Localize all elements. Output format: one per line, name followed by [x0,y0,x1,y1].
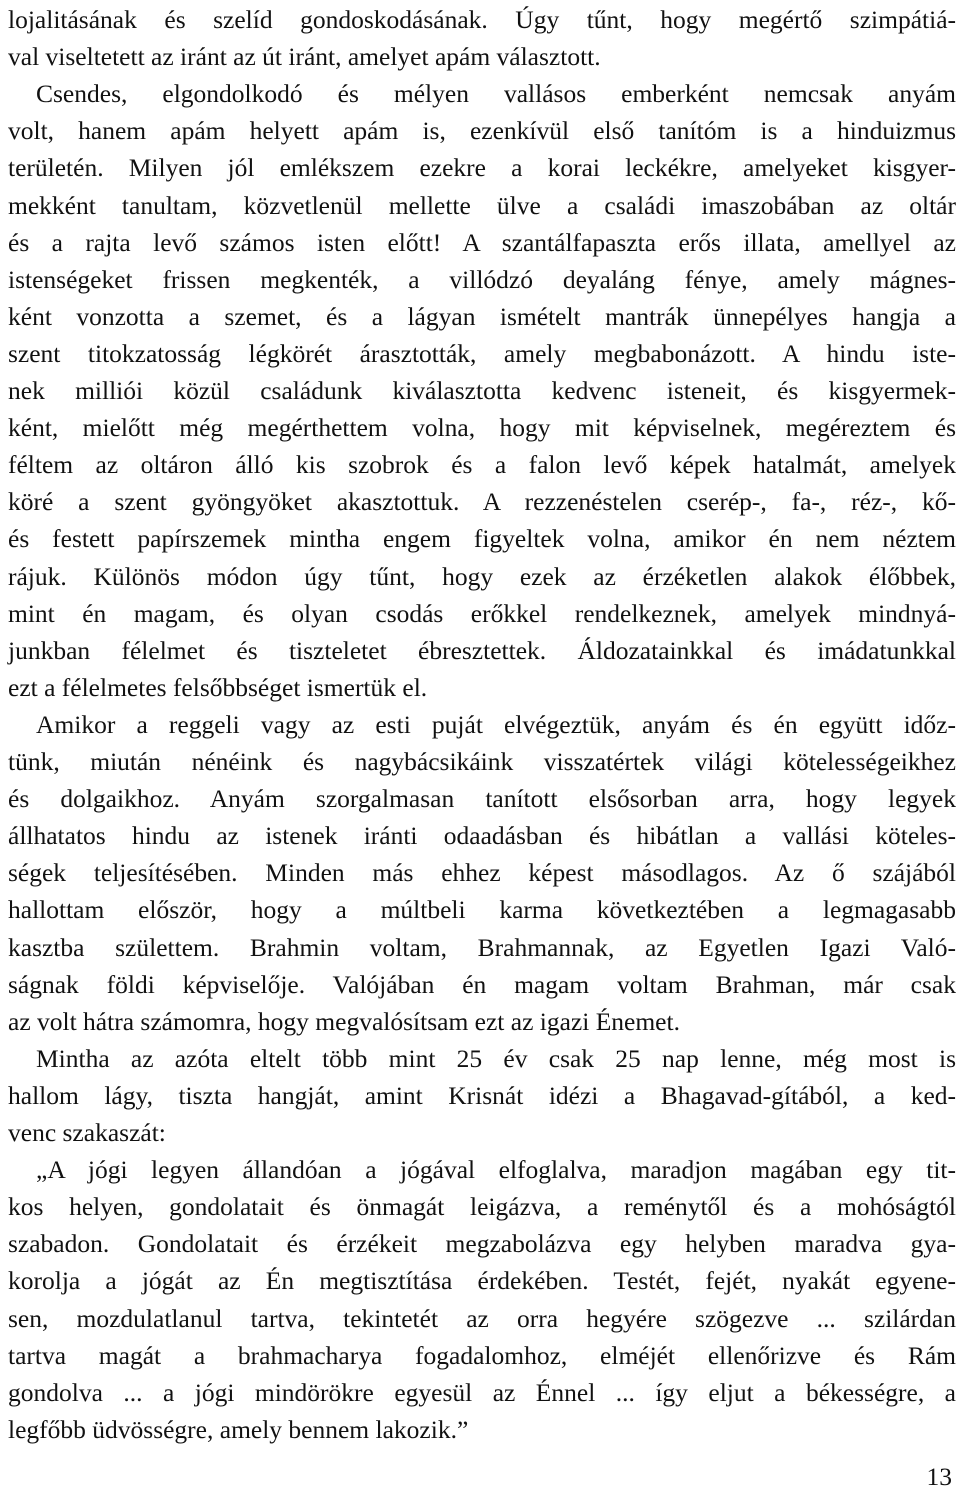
text-line: és dolgaikhoz. Anyám szorgalmasan tanított elsősorban arra, hogy legyek [8,784,956,814]
text-line: ságnak földi képviselője. Valójában én magam voltam Brahman, már csak [8,969,956,999]
text-line: hallom lágy, tiszta hangját, amint Krisnát idézi a Bhagavad-gítából, a ked- [8,1080,956,1110]
text-line: tünk, miután nénéink és nagybácsikáink visszatértek világi kötelességeikhez [8,747,956,776]
text-line: sen, mozdulatlanul tartva, tekintetét az orra hegyére szögezve ... szilárdan [8,1303,956,1333]
text-line: területén. Milyen jól emlékszem ezekre a korai leckékre, amelyeket kisgyer- [8,153,956,183]
text-line: kasztba születtem. Brahmin voltam, Brahmannak, az Egyetlen Igazi Való- [8,932,956,962]
text-line: állhatatos hindu az istenek iránti odaadásban és hibátlan a vallási köteles- [8,821,956,851]
text-line: junkban félelmet és tiszteletet ébresztettek. Áldozatainkkal és imádatunkkal [8,635,956,665]
text-line: köré a szent gyöngyöket akasztottuk. A rezzenéstelen cserép-, fa-, réz-, kő- [8,487,956,517]
text-line: lojalitásának és szelíd gondoskodásának. Úgy tűnt, hogy megértő szimpátiá- [8,5,956,34]
text-line: mint én magam, és olyan csodás erőkkel rendelkeznek, amelyek mindnyá- [8,598,956,628]
text-line: korolja a jógát az Én megtisztítása érdekében. Testét, fejét, nyakát egyene- [8,1266,956,1296]
text-line: rájuk. Különös módon úgy tűnt, hogy ezek az érzéketlen alakok élőbbek, [8,561,956,591]
text-line: mekként tanultam, közvetlenül mellette ülve a családi imaszobában az oltár [8,190,956,220]
text-line: val viseltetett az iránt az út iránt, amelyet apám választott. [8,42,601,72]
text-line: és festett papírszemek mintha engem figyeltek volna, amikor én nem néztem [8,524,956,554]
text-line: Csendes, elgondolkodó és mélyen vallásos emberként nemcsak anyám [36,79,956,109]
text-line: ként vonzotta a szemet, és a lágyan ismételt mantrák ünnepélyes hangja a [8,301,956,331]
text-line: legfőbb üdvösségre, amely bennem lakozik.” [8,1414,469,1444]
text-line: volt, hanem apám helyett apám is, ezenkívül első tanítóm is a hinduizmus [8,116,956,146]
text-line: ezt a félelmetes felsőbbséget ismertük el. [8,672,428,702]
text-line: és a rajta levő számos isten előtt! A szantálfapaszta erős illata, amellyel az [8,227,956,257]
text-line: tartva magát a brahmacharya fogadalomhoz, elméjét ellenőrizve és Rám [8,1340,956,1370]
text-line: Mintha az azóta eltelt több mint 25 év csak 25 nap lenne, még most is [36,1043,956,1073]
page-number: 13 [926,1462,952,1491]
text-line: szent titokzatosság légkörét árasztották, amely megbabonázott. A hindu iste- [8,338,956,368]
text-line: az volt hátra számomra, hogy megvalósítsam ezt az igazi Énemet. [8,1006,680,1036]
text-line: gondolva ... a jógi mindörökre egyesül az Énnel ... így eljut a békességre, a [8,1377,956,1407]
text-line: Amikor a reggeli vagy az esti puját elvégeztük, anyám és én együtt időz- [36,709,956,739]
text-line: kos helyen, gondolatait és önmagát leigázva, a reménytől és a mohóságtól [8,1192,956,1222]
text-line: nek milliói közül családunk kiválasztotta kedvenc isteneit, és kisgyermek- [8,376,956,405]
text-line: istenségeket frissen megkenték, a villódzó deyaláng fénye, amely mágnes- [8,264,956,294]
text-line: venc szakaszát: [8,1118,166,1147]
text-line: hallottam először, hogy a múltbeli karma következtében a legmagasabb [8,895,956,925]
text-line: ként, mielőtt még megérthettem volna, hogy mit képviselnek, megéreztem és [8,413,956,443]
text-line: szabadon. Gondolatait és érzékeit megzabolázva egy helyben maradva gya- [8,1229,956,1259]
text-line: „A jógi legyen állandóan a jógával elfoglalva, maradjon magában egy tit- [36,1155,956,1185]
text-line: ségek teljesítésében. Minden más ehhez képest másodlagos. Az ő szájából [8,858,956,888]
text-line: féltem az oltáron álló kis szobrok és a falon levő képek hatalmát, amelyek [8,450,956,480]
